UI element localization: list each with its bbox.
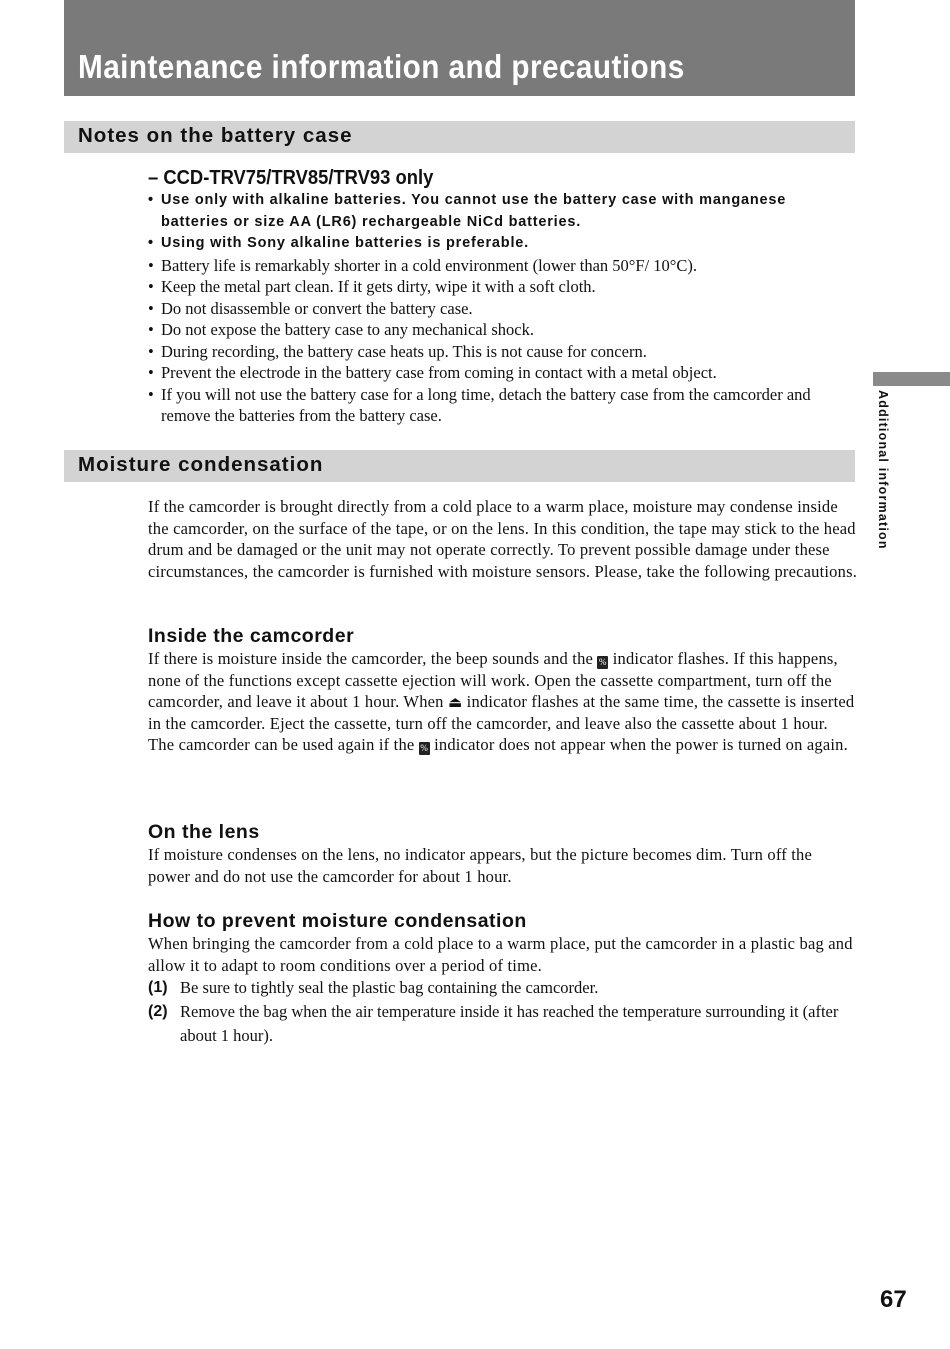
list-item: • Prevent the electrode in the battery case from coming in contact with a metal object. (148, 362, 858, 384)
prevent-steps (148, 976, 858, 1048)
moisture-indicator-icon: % (599, 657, 607, 667)
list-item: • Keep the metal part clean. If it gets dirty, wipe it with a soft cloth. (148, 276, 858, 298)
moisture-intro-text: If the camcorder is brought directly from a cold place to a warm place, moisture may condense inside the camcorder, on the surface of the tape, or on the lens. In this condition, the tape may stick to the head drum and be damaged or the unit may not operate correctly. To prevent possible damage under these circumstances, the camcorder is furnished with moisture sensors. Please, take the following precautions. (148, 497, 858, 581)
list-item: • During recording, the battery case heats up. This is not cause for concern. (148, 341, 858, 363)
list-item: • If you will not use the battery case for a long time, detach the battery case from the camcorder and remove the batteries from the battery case. (148, 384, 858, 427)
page-number: 67 (880, 1286, 907, 1313)
page-title: Maintenance information and precautions (78, 48, 685, 85)
list-item: • Use only with alkaline batteries. You cannot use the battery case with manganese batteries or size AA (LR6) rechargeable NiCd batteries. (148, 190, 858, 233)
step-text: Remove the bag when the air temperature inside it has reached the temperature surrounding it (after about 1 hour). (180, 1002, 839, 1045)
battery-heading: Notes on the battery case (78, 124, 353, 147)
step-number: (2) (148, 1003, 168, 1020)
inside-text (148, 648, 858, 756)
battery-bullet-list (148, 190, 858, 427)
lens-text: If moisture condenses on the lens, no indicator appears, but the picture becomes dim. Turn off the power and do not use the camcorder for about 1 hour. (148, 845, 813, 886)
battery-section-bar (64, 121, 855, 153)
list-item: • Using with Sony alkaline batteries is preferable. (148, 233, 858, 255)
model-note: – CCD-TRV75/TRV85/TRV93 only (148, 167, 434, 189)
inside-text-part-1: If there is moisture inside the camcorder, the beep sounds and the (148, 649, 594, 668)
list-item: • Do not disassemble or convert the battery case. (148, 298, 858, 320)
inside-text-part-4: indicator does not appear when the power is turned on again. (434, 735, 848, 754)
prevent-heading: How to prevent moisture condensation (148, 910, 527, 932)
list-item (148, 1000, 858, 1048)
prevent-text: When bringing the camcorder from a cold place to a warm place, put the camcorder in a plastic bag and allow it to adapt to room conditions over a period of time. (148, 934, 853, 975)
prevent-section (148, 909, 858, 1048)
moisture-intro (148, 496, 858, 582)
moisture-section-bar (64, 450, 855, 482)
inside-text-part-2: indicator flashes. If this happens, none of the functions except cassette ejection will work. Open the cassette compartment, turn off the camcorder, and leave it about 1 hour. When (148, 649, 838, 711)
moisture-heading: Moisture condensation (78, 453, 324, 476)
list-item: • Battery life is remarkably shorter in a cold environment (lower than 50°F/ 10°C). (148, 255, 858, 277)
inside-heading: Inside the camcorder (148, 625, 355, 647)
side-tab-marker (873, 372, 950, 386)
moisture-indicator-icon: % (420, 743, 429, 753)
inside-camcorder-section (148, 624, 858, 756)
list-item: • Do not expose the battery case to any mechanical shock. (148, 319, 858, 341)
side-section-label (870, 390, 890, 565)
battery-content (148, 166, 858, 427)
step-text: Be sure to tightly seal the plastic bag containing the camcorder. (180, 978, 599, 997)
inside-text-part-3: indicator flashes at the same time, the cassette is inserted in the camcorder. Eject the cassette, turn off the camcorder, and leave also the cassette about 1 hour. The camcorder can be used again if the (148, 692, 855, 754)
side-label-text: Additional information (876, 390, 890, 550)
lens-heading: On the lens (148, 821, 260, 843)
list-item (148, 976, 858, 1000)
eject-indicator-icon: ⏏ (447, 695, 463, 711)
title-bar (64, 0, 855, 96)
step-number: (1) (148, 979, 168, 996)
on-lens-section (148, 820, 858, 887)
